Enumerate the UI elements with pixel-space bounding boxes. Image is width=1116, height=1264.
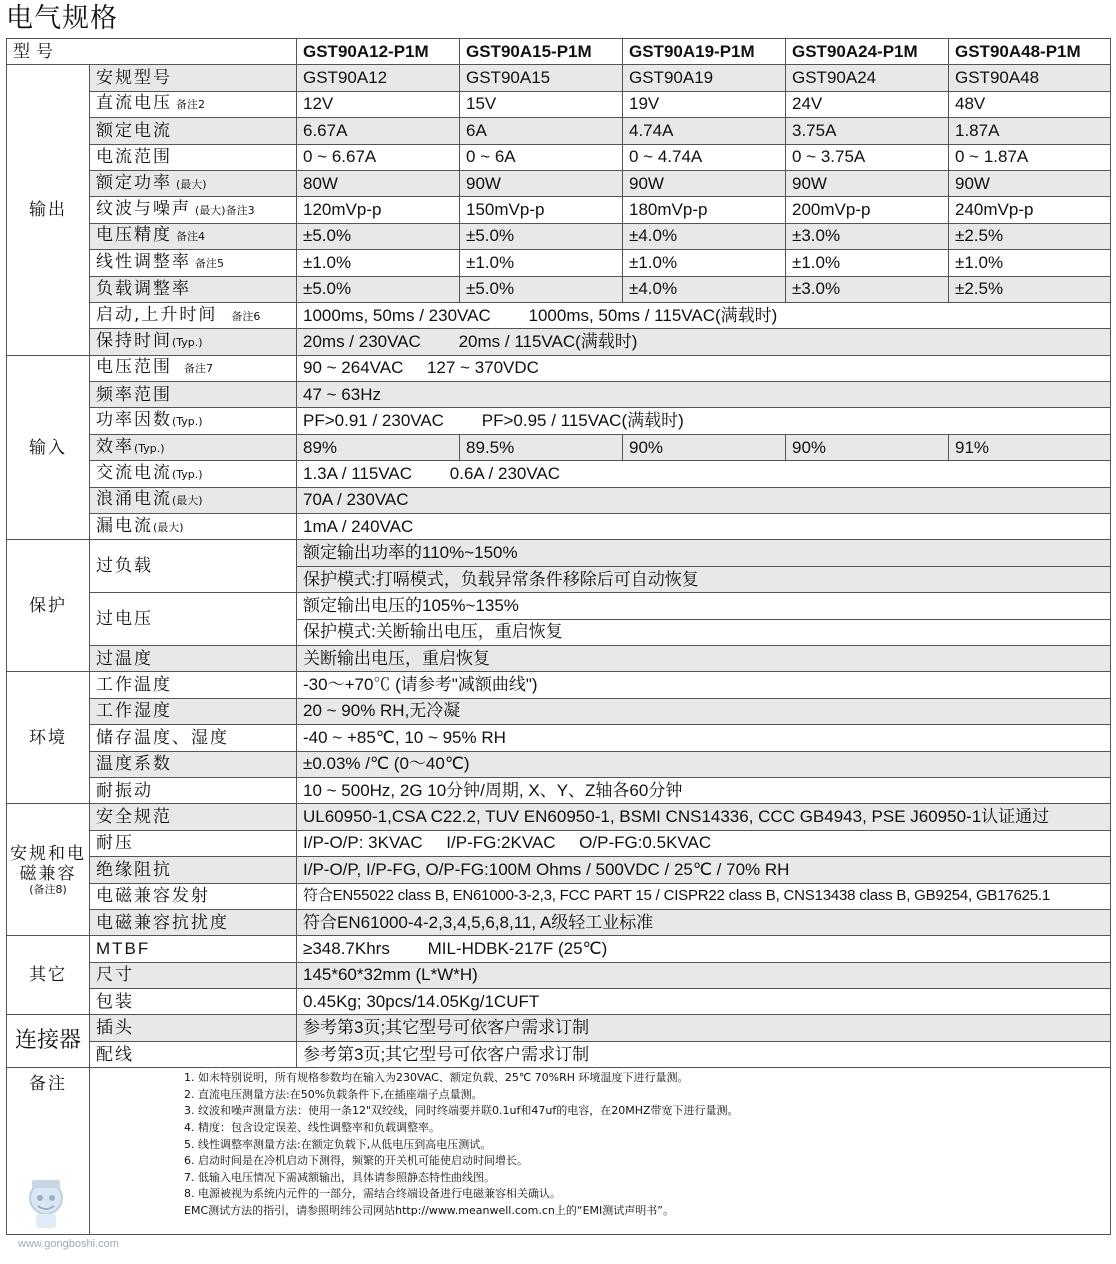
row-label-text: 启动,上升时间 — [96, 304, 218, 325]
cell-value: GST90A19 — [623, 65, 786, 91]
cell-value: 145*60*32mm (L*W*H) — [297, 962, 1111, 988]
output-row — [7, 91, 1111, 117]
safety-row — [7, 857, 1111, 883]
cell-value: 90W — [623, 170, 786, 196]
row-label — [90, 65, 297, 91]
header-row — [7, 39, 1111, 65]
row-label: 耐压 — [90, 830, 297, 856]
cell-value: 关断输出电压，重启恢复 — [297, 645, 1111, 671]
note-line: 5. 线性调整率测量方法:在额定负载下,从低电压到高电压测试。 — [184, 1137, 492, 1151]
category-input: 输入 — [7, 355, 90, 540]
row-label-text: 浪涌电流 — [96, 489, 172, 510]
cell-value: ±0.03% /℃ (0～40℃) — [297, 751, 1111, 777]
cell-value: 70A / 230VAC — [297, 487, 1111, 513]
row-label — [90, 408, 297, 434]
row-note: 备注4 — [176, 230, 205, 244]
connector-row — [7, 1041, 1111, 1067]
category-output: 输出 — [7, 65, 90, 355]
row-label-text: 交流电流 — [96, 462, 172, 483]
cell-value: 0.45Kg; 30pcs/14.05Kg/1CUFT — [297, 989, 1111, 1015]
environment-row — [7, 751, 1111, 777]
cell-value: 200mVp-p — [786, 197, 949, 223]
others-row — [7, 962, 1111, 988]
row-label-text: 额定电流 — [96, 120, 172, 141]
cell-value: 0 ~ 6.67A — [297, 144, 460, 170]
output-row — [7, 276, 1111, 302]
cell-value: 符合EN61000-4-2,3,4,5,6,8,11, A级轻工业标准 — [297, 909, 1111, 935]
model-name: GST90A15-P1M — [460, 39, 623, 65]
row-label-text: 保持时间 — [96, 330, 172, 351]
row-label — [90, 118, 297, 144]
row-label: 工作温度 — [90, 672, 297, 698]
model-header-label: 型号 — [7, 39, 297, 65]
row-label — [90, 223, 297, 249]
row-label: 绝缘阻抗 — [90, 857, 297, 883]
row-label: 工作湿度 — [90, 698, 297, 724]
row-note: 备注7 — [184, 362, 213, 376]
row-label-text: 功率因数 — [96, 410, 172, 431]
cell-value: ±1.0% — [297, 250, 460, 276]
cell-value: GST90A24 — [786, 65, 949, 91]
input-row — [7, 434, 1111, 460]
row-label-text: 电压精度 — [96, 225, 172, 246]
cell-value: GST90A12 — [297, 65, 460, 91]
row-label: 尺寸 — [90, 962, 297, 988]
input-row — [7, 514, 1111, 540]
row-label-text: 漏电流 — [96, 515, 153, 536]
row-label: 配线 — [90, 1041, 297, 1067]
row-label: 安全规范 — [90, 804, 297, 830]
row-label — [90, 276, 297, 302]
row-note: (Typ.) — [172, 335, 203, 349]
connector-row — [7, 1015, 1111, 1041]
row-label: 电磁兼容抗扰度 — [90, 909, 297, 935]
cell-value: GST90A15 — [460, 65, 623, 91]
row-note: 备注6 — [231, 309, 261, 323]
row-label-text: 负载调整率 — [96, 279, 191, 300]
row-label: 耐振动 — [90, 777, 297, 803]
row-label — [90, 487, 297, 513]
cell-value: UL60950-1,CSA C22.2, TUV EN60950-1, BSMI CNS14336, CCC GB4943, PSE J60950-1认证通过 — [297, 804, 1111, 830]
output-row — [7, 329, 1111, 355]
output-row — [7, 250, 1111, 276]
environment-row — [7, 777, 1111, 803]
output-row — [7, 144, 1111, 170]
row-note: (Typ.) — [134, 441, 165, 455]
cell-value: 89.5% — [460, 434, 623, 460]
cell-value: 保护模式:打嗝模式，负载异常条件移除后可自动恢复 — [297, 566, 1111, 592]
cell-value: 额定输出功率的110%~150% — [297, 540, 1111, 566]
cell-value: 0 ~ 4.74A — [623, 144, 786, 170]
row-label-text: 频率范围 — [96, 384, 172, 405]
note-line: 2. 直流电压测量方法:在50%负载条件下,在插座端子点量测。 — [184, 1087, 483, 1101]
cell-value: ±5.0% — [297, 276, 460, 302]
row-label: 储存温度、湿度 — [90, 725, 297, 751]
cell-value: ±1.0% — [949, 250, 1111, 276]
cell-value: 90% — [786, 434, 949, 460]
row-label — [90, 91, 297, 117]
cell-value: 0 ~ 3.75A — [786, 144, 949, 170]
cell-value: ±4.0% — [623, 223, 786, 249]
row-label — [90, 329, 297, 355]
protection-row — [7, 593, 1111, 619]
cell-value: ±2.5% — [949, 223, 1111, 249]
notes-cell — [90, 1068, 1111, 1235]
note-line: 4. 精度：包含设定误差、线性调整率和负载调整率。 — [184, 1121, 440, 1135]
cell-value: 90% — [623, 434, 786, 460]
row-label: 过负载 — [90, 540, 297, 593]
environment-row — [7, 672, 1111, 698]
cell-value: 90W — [460, 170, 623, 196]
model-name: GST90A24-P1M — [786, 39, 949, 65]
cell-value: 47 ~ 63Hz — [297, 382, 1111, 408]
spec-table — [6, 38, 1111, 1235]
page-title: 电气规格 — [6, 3, 118, 34]
cell-value: 1mA / 240VAC — [297, 514, 1111, 540]
output-row — [7, 118, 1111, 144]
row-label: MTBF — [90, 936, 297, 962]
note-line: 7. 低输入电压情况下需减额输出，具体请参照静态特性曲线图。 — [184, 1170, 495, 1184]
cell-value: 90 ~ 264VAC 127 ~ 370VDC — [297, 355, 1111, 381]
row-label — [90, 170, 297, 196]
row-label: 电磁兼容发射 — [90, 883, 297, 909]
protection-row — [7, 645, 1111, 671]
output-row — [7, 223, 1111, 249]
note-line: 3. 纹波和噪声测量方法：使用一条12"双绞线，同时终端要并联0.1uf和47uf的电容，在20MHZ带宽下进行量测。 — [184, 1104, 739, 1118]
cell-value: 89% — [297, 434, 460, 460]
cell-value: 1.87A — [949, 118, 1111, 144]
row-label — [90, 197, 297, 223]
row-note: (Typ.) — [172, 415, 203, 429]
model-name: GST90A12-P1M — [297, 39, 460, 65]
row-label-text: 纹波与噪声 — [96, 199, 191, 220]
cell-value: 24V — [786, 91, 949, 117]
cell-value: 90W — [949, 170, 1111, 196]
row-note: 备注2 — [176, 98, 205, 112]
cell-value: 80W — [297, 170, 460, 196]
row-note: (最大) — [176, 177, 207, 191]
cell-value: 90W — [786, 170, 949, 196]
row-label: 包装 — [90, 989, 297, 1015]
others-row — [7, 936, 1111, 962]
row-label-text: 线性调整率 — [96, 251, 191, 272]
category-others: 其它 — [7, 936, 90, 1015]
row-label: 过温度 — [90, 645, 297, 671]
cell-value: I/P-O/P: 3KVAC I/P-FG:2KVAC O/P-FG:0.5KVAC — [297, 830, 1111, 856]
cell-value: 180mVp-p — [623, 197, 786, 223]
row-note: (最大)备注3 — [195, 204, 255, 218]
safety-row — [7, 804, 1111, 830]
row-label — [90, 144, 297, 170]
cell-value: ±1.0% — [786, 250, 949, 276]
safety-row — [7, 909, 1111, 935]
cell-value: 150mVp-p — [460, 197, 623, 223]
row-label — [90, 461, 297, 487]
cell-value: ±4.0% — [623, 276, 786, 302]
row-label: 温度系数 — [90, 751, 297, 777]
input-row — [7, 355, 1111, 381]
row-label-text: 直流电压 — [96, 93, 172, 114]
cell-value: ±2.5% — [949, 276, 1111, 302]
note-line: EMC测试方法的指引，请参照明纬公司网站http://www.meanwell.com.cn上的“EMI测试声明书”。 — [184, 1203, 674, 1217]
cell-value: ±5.0% — [460, 223, 623, 249]
cell-value: 20ms / 230VAC 20ms / 115VAC(满载时) — [297, 329, 1111, 355]
input-row — [7, 408, 1111, 434]
cell-value: ±3.0% — [786, 223, 949, 249]
row-label: 插头 — [90, 1015, 297, 1041]
others-row — [7, 989, 1111, 1015]
output-row — [7, 302, 1111, 328]
row-label: 过电压 — [90, 593, 297, 646]
input-row — [7, 382, 1111, 408]
row-label-text: 安规型号 — [96, 68, 172, 89]
cell-value: 1.3A / 115VAC 0.6A / 230VAC — [297, 461, 1111, 487]
cell-value: 6.67A — [297, 118, 460, 144]
watermark-url: www.gongboshi.com — [18, 1238, 119, 1250]
row-label — [90, 514, 297, 540]
category-safety-note: (备注8) — [29, 882, 67, 896]
safety-row — [7, 883, 1111, 909]
cell-value: 10 ~ 500Hz, 2G 10分钟/周期, X、Y、Z轴各60分钟 — [297, 777, 1111, 803]
row-label — [90, 250, 297, 276]
cell-value: 保护模式:关断输出电压，重启恢复 — [297, 619, 1111, 645]
cell-value: ±1.0% — [460, 250, 623, 276]
row-label — [90, 302, 297, 328]
model-name: GST90A19-P1M — [623, 39, 786, 65]
input-row — [7, 487, 1111, 513]
safety-row — [7, 830, 1111, 856]
cell-value: 20 ~ 90% RH,无冷凝 — [297, 698, 1111, 724]
cell-value: I/P-O/P, I/P-FG, O/P-FG:100M Ohms / 500VDC / 25℃ / 70% RH — [297, 857, 1111, 883]
cell-value: 120mVp-p — [297, 197, 460, 223]
cell-value: 6A — [460, 118, 623, 144]
row-label-text: 电压范围 — [96, 357, 172, 378]
input-row — [7, 461, 1111, 487]
cell-value: GST90A48 — [949, 65, 1111, 91]
cell-value: ≥348.7Khrs MIL-HDBK-217F (25℃) — [297, 936, 1111, 962]
cell-value: ±5.0% — [460, 276, 623, 302]
row-label — [90, 382, 297, 408]
protection-row — [7, 540, 1111, 566]
cell-value: 15V — [460, 91, 623, 117]
note-line: 6. 启动时间是在冷机启动下测得，频繁的开关机可能使启动时间增长。 — [184, 1154, 528, 1168]
category-safety-emc — [7, 804, 90, 936]
cell-value: ±5.0% — [297, 223, 460, 249]
cell-value: 0 ~ 1.87A — [949, 144, 1111, 170]
row-note: (最大) — [153, 520, 184, 534]
output-row — [7, 170, 1111, 196]
cell-value: 48V — [949, 91, 1111, 117]
cell-value: 参考第3页;其它型号可依客户需求订制 — [297, 1015, 1111, 1041]
cell-value: 12V — [297, 91, 460, 117]
row-label — [90, 355, 297, 381]
cell-value: 4.74A — [623, 118, 786, 144]
cell-value: 0 ~ 6A — [460, 144, 623, 170]
category-connector: 连接器 — [7, 1015, 90, 1068]
cell-value: 3.75A — [786, 118, 949, 144]
cell-value: -30～+70℃ (请参考"减额曲线") — [297, 672, 1111, 698]
cell-value: ±3.0% — [786, 276, 949, 302]
cell-value: 额定输出电压的105%~135% — [297, 593, 1111, 619]
category-safety-text: 安规和电磁兼容 — [10, 843, 86, 884]
cell-value: 1000ms, 50ms / 230VAC 1000ms, 50ms / 115VAC(满载时) — [297, 302, 1111, 328]
cell-value: 参考第3页;其它型号可依客户需求订制 — [297, 1041, 1111, 1067]
environment-row — [7, 698, 1111, 724]
row-label-text: 效率 — [96, 436, 134, 457]
model-name: GST90A48-P1M — [949, 39, 1111, 65]
output-row — [7, 65, 1111, 91]
row-note: (最大) — [172, 494, 203, 508]
cell-value: 91% — [949, 434, 1111, 460]
cell-value: PF>0.91 / 230VAC PF>0.95 / 115VAC(满载时) — [297, 408, 1111, 434]
category-notes: 备注 — [7, 1068, 90, 1235]
note-line: 1. 如未特别说明，所有规格参数均在输入为230VAC、额定负载、25℃ 70%RH 环境温度下进行量测。 — [184, 1071, 689, 1085]
category-environment: 环境 — [7, 672, 90, 804]
cell-value: 19V — [623, 91, 786, 117]
category-protection: 保护 — [7, 540, 90, 672]
note-line: 8. 电源被视为系统内元件的一部分，需结合终端设备进行电磁兼容相关确认。 — [184, 1187, 561, 1201]
row-label — [90, 434, 297, 460]
cell-value: 240mVp-p — [949, 197, 1111, 223]
row-label-text: 额定功率 — [96, 172, 172, 193]
cell-value: -40 ~ +85℃, 10 ~ 95% RH — [297, 725, 1111, 751]
cell-value: ±1.0% — [623, 250, 786, 276]
environment-row — [7, 725, 1111, 751]
row-note: 备注5 — [195, 256, 224, 270]
output-row — [7, 197, 1111, 223]
row-note: (Typ.) — [172, 467, 203, 481]
robot-mascot-icon — [18, 1172, 78, 1232]
notes-row — [7, 1068, 1111, 1235]
row-label-text: 电流范围 — [96, 147, 172, 168]
cell-value: 符合EN55022 class B, EN61000-3-2,3, FCC PART 15 / CISPR22 class B, CNS13438 class B, GB9254, GB17625.1 — [297, 883, 1111, 909]
